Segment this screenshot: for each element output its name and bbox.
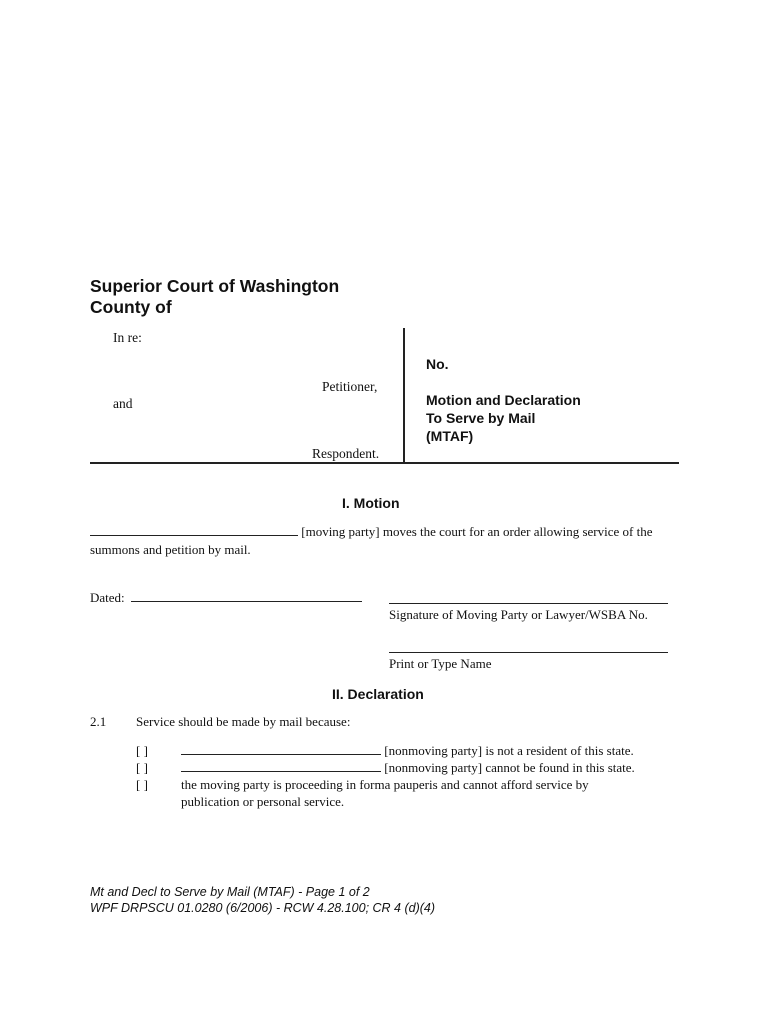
section-number: 2.1 (90, 714, 107, 729)
declaration-intro: Service should be made by mail because: (136, 714, 351, 729)
document-title-line3: (MTAF) (426, 428, 474, 444)
option-3-text-line2: publication or personal service. (181, 794, 345, 809)
option-2-text: [nonmoving party] cannot be found in this state. (384, 760, 635, 775)
option-1-checkbox[interactable]: [ ] (136, 743, 148, 758)
option-2-blank[interactable] (181, 771, 381, 772)
county-label: County of (90, 297, 172, 317)
in-re-label: In re: (113, 330, 142, 345)
motion-heading: I. Motion (342, 495, 400, 511)
print-name-line[interactable] (389, 652, 668, 653)
footer-line2: WPF DRPSCU 01.0280 (6/2006) - RCW 4.28.100; CR 4 (d)(4) (90, 901, 436, 915)
signature-label: Signature of Moving Party or Lawyer/WSBA No. (389, 607, 648, 622)
motion-text-line1: [moving party] moves the court for an order allowing service of the (301, 524, 653, 539)
dated-label: Dated: (90, 590, 125, 605)
option-1-blank[interactable] (181, 754, 381, 755)
print-name-label: Print or Type Name (389, 656, 492, 671)
option-2-row (181, 760, 635, 776)
respondent-label: Respondent. (312, 446, 380, 461)
option-3-text: the moving party is proceeding in forma pauperis and cannot afford service by (181, 777, 589, 792)
caption-vertical-divider (403, 328, 405, 462)
petitioner-label: Petitioner, (322, 379, 378, 394)
option-1-text: [nonmoving party] is not a resident of this state. (384, 743, 634, 758)
moving-party-blank[interactable] (90, 535, 298, 536)
motion-text-line2: summons and petition by mail. (90, 542, 251, 557)
option-3-checkbox[interactable]: [ ] (136, 777, 148, 792)
motion-sentence (90, 524, 653, 540)
declaration-heading: II. Declaration (332, 686, 424, 702)
dated-row (90, 590, 362, 606)
document-title-line2: To Serve by Mail (426, 410, 536, 426)
signature-line[interactable] (389, 603, 668, 604)
court-name: Superior Court of Washington (90, 276, 340, 296)
caption-horizontal-divider (90, 462, 679, 464)
case-number-label: No. (426, 356, 449, 372)
and-label: and (113, 396, 133, 411)
document-title-line1: Motion and Declaration (426, 392, 581, 408)
date-blank[interactable] (131, 601, 362, 602)
footer-line1: Mt and Decl to Serve by Mail (MTAF) - Page 1 of 2 (90, 885, 370, 899)
option-2-checkbox[interactable]: [ ] (136, 760, 148, 775)
option-1-row (181, 743, 634, 759)
